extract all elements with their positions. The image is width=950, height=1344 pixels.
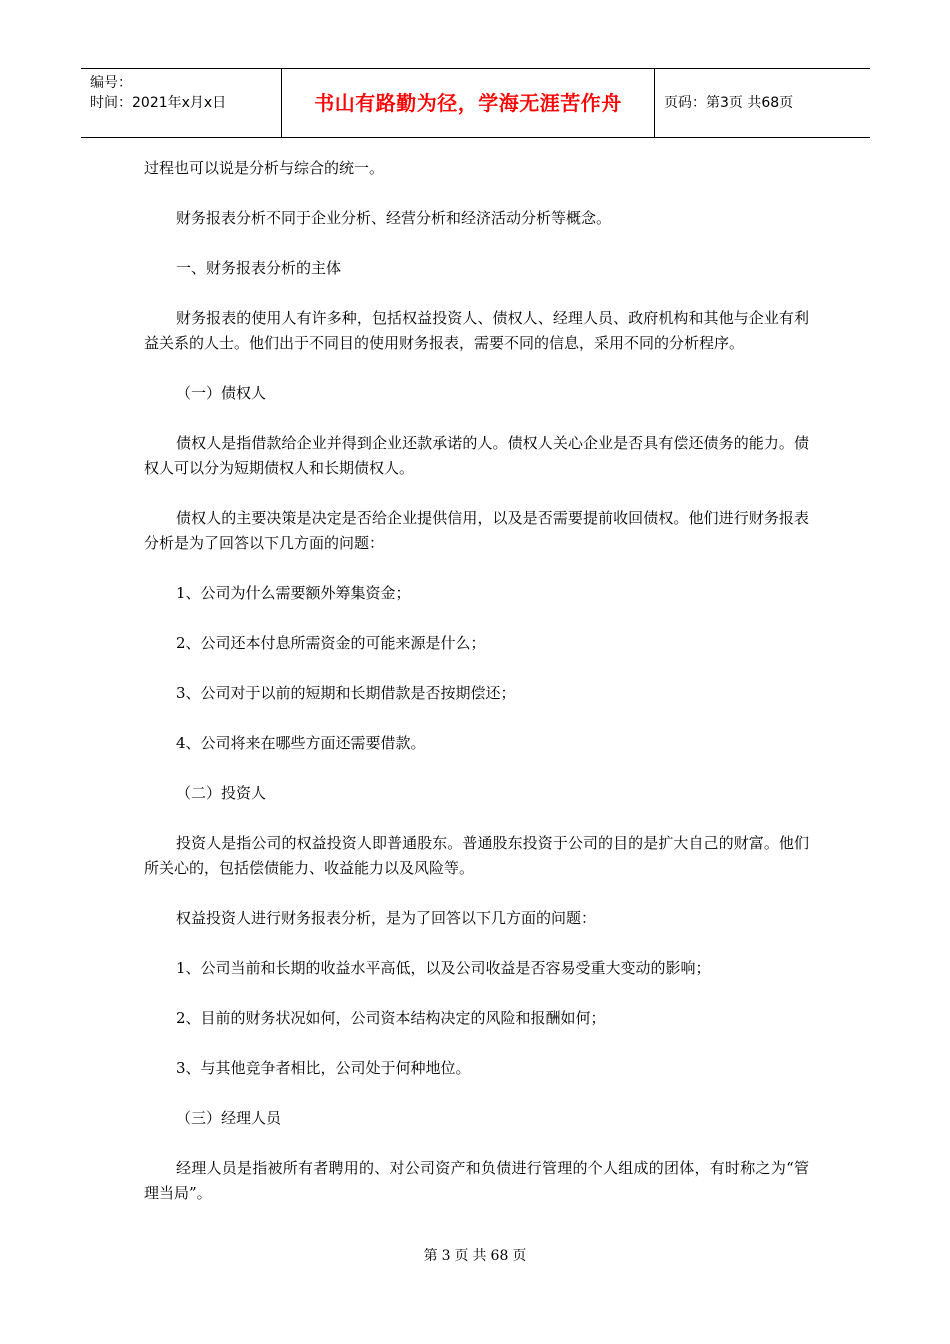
footer-ye: 页 [454, 1248, 469, 1264]
paragraph: 债权人的主要决策是决定是否给企业提供信用，以及是否需要提前收回债权。他们进行财务报表分析是为了回答以下几方面的问题： [144, 509, 809, 552]
subsection-heading: （二）投资人 [176, 784, 267, 802]
footer-page-number: 3 [441, 1248, 451, 1264]
section-heading: 一、财务报表分析的主体 [176, 259, 342, 277]
footer-ye2: 页 [512, 1248, 527, 1264]
footer-total-pages: 68 [490, 1248, 509, 1264]
time-label: 时间：2021年x月x日 [90, 95, 227, 111]
paragraph: 经理人员是指被所有者聘用的、对公司资产和负债进行管理的个人组成的团体，有时称之为“管理当局”。 [144, 1159, 809, 1202]
list-item: 3、与其他竞争者相比，公司处于何种地位。 [176, 1059, 471, 1077]
list-item: 4、公司将来在哪些方面还需要借款。 [176, 734, 426, 752]
list-item: 3、公司对于以前的短期和长期借款是否按期偿还； [176, 684, 516, 702]
list-item: 2、目前的财务状况如何，公司资本结构决定的风险和报酬如何； [176, 1009, 606, 1027]
number-label: 编号： [90, 75, 132, 91]
list-item: 1、公司为什么需要额外筹集资金； [176, 584, 411, 602]
list-item: 2、公司还本付息所需资金的可能来源是什么； [176, 634, 486, 652]
subsection-heading: （三）经理人员 [176, 1109, 282, 1127]
paragraph: 财务报表分析不同于企业分析、经营分析和经济活动分析等概念。 [176, 209, 612, 227]
subsection-heading: （一）债权人 [176, 384, 267, 402]
footer-gong: 共 [472, 1248, 487, 1264]
header-motto: 书山有路勤为径，学海无涯苦作舟 [282, 69, 655, 137]
header-page-info: 页码：第3页 共68页 [664, 95, 794, 111]
footer-di: 第 [423, 1248, 438, 1264]
list-item: 1、公司当前和长期的收益水平高低，以及公司收益是否容易受重大变动的影响； [176, 959, 711, 977]
page-header [81, 68, 870, 138]
paragraph: 过程也可以说是分析与综合的统一。 [144, 159, 385, 177]
header-meta [81, 69, 282, 137]
paragraph: 投资人是指公司的权益投资人即普通股东。普通股东投资于公司的目的是扩大自己的财富。他们所关心的，包括偿债能力、收益能力以及风险等。 [144, 834, 809, 877]
paragraph: 权益投资人进行财务报表分析，是为了回答以下几方面的问题： [176, 909, 597, 927]
paragraph: 债权人是指借款给企业并得到企业还款承诺的人。债权人关心企业是否具有偿还债务的能力。债权人可以分为短期债权人和长期债权人。 [144, 434, 809, 477]
paragraph: 财务报表的使用人有许多种，包括权益投资人、债权人、经理人员、政府机构和其他与企业有利益关系的人士。他们出于不同目的使用财务报表，需要不同的信息，采用不同的分析程序。 [144, 309, 809, 352]
page-footer [0, 1245, 950, 1265]
document-body [144, 156, 809, 1231]
